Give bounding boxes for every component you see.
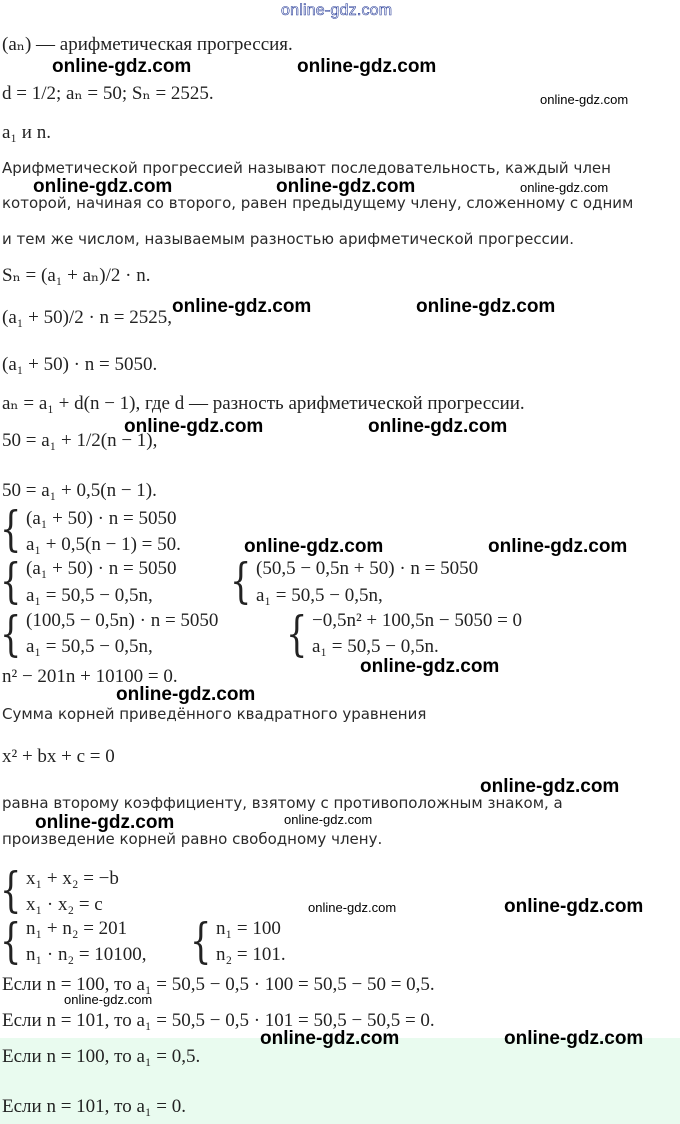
system-brace: { xyxy=(0,553,22,609)
watermark: online-gdz.com xyxy=(52,56,192,77)
watermark: online-gdz.com xyxy=(297,56,437,77)
system-5-eq-2: a₁ = 50,5 − 0,5n. xyxy=(312,636,439,657)
watermark: online-gdz.com xyxy=(64,992,153,1007)
watermark: online-gdz.com xyxy=(172,296,312,317)
system-5-eq-1: −0,5n² + 100,5n − 5050 = 0 xyxy=(312,610,523,631)
system-3-eq-2: a₁ = 50,5 − 0,5n, xyxy=(256,585,383,606)
watermark: online-gdz.com xyxy=(540,92,629,107)
case-n-100: Если n = 100, то a₁ = 50,5 − 0,5 · 100 = 50,5 − 50 = 0,5. xyxy=(2,974,435,995)
formula-sum: Sₙ = (a₁ + aₙ)/2 · n. xyxy=(2,265,151,286)
roots-sum: n₁ + n₂ = 201 xyxy=(26,918,128,939)
vieta-line-1: Сумма корней приведённого квадратного уравнения xyxy=(2,705,427,723)
system-brace: { xyxy=(190,913,212,969)
watermark-top: online-gdz.com xyxy=(281,2,393,19)
system-1-eq-2: a₁ + 0,5(n − 1) = 50. xyxy=(26,534,181,555)
watermark: online-gdz.com xyxy=(244,536,384,557)
formula-sum-substituted: (a₁ + 50)/2 · n = 2525, xyxy=(2,307,172,328)
watermark: online-gdz.com xyxy=(504,1028,644,1049)
watermark: online-gdz.com xyxy=(504,896,644,917)
watermark: online-gdz.com xyxy=(520,180,609,195)
case-n-101: Если n = 101, то a₁ = 50,5 − 0,5 · 101 = 50,5 − 50,5 = 0. xyxy=(2,1010,435,1031)
general-quadratic: x² + bx + c = 0 xyxy=(2,746,115,767)
watermark: online-gdz.com xyxy=(480,776,620,797)
roots-product: n₁ · n₂ = 10100, xyxy=(26,944,147,965)
given-sequence: (aₙ) — арифметическая прогрессия. xyxy=(2,34,293,55)
watermark: online-gdz.com xyxy=(260,1028,400,1049)
watermark: online-gdz.com xyxy=(124,416,264,437)
formula-nth-decimal: 50 = a₁ + 0,5(n − 1). xyxy=(2,480,157,501)
watermark: online-gdz.com xyxy=(488,536,628,557)
answer-1: Если n = 100, то a₁ = 0,5. xyxy=(2,1046,201,1067)
system-4-eq-1: (100,5 − 0,5n) · n = 5050 xyxy=(26,610,219,631)
formula-sum-simplified: (a₁ + 50) · n = 5050. xyxy=(2,354,158,375)
definition-line-1: Арифметической прогрессией называют последовательность, каждый член xyxy=(2,159,611,177)
watermark: online-gdz.com xyxy=(368,416,508,437)
system-brace: { xyxy=(0,501,22,557)
vieta-product: x₁ · x₂ = c xyxy=(26,894,103,915)
system-brace: { xyxy=(0,862,22,918)
watermark: online-gdz.com xyxy=(416,296,556,317)
definition-line-2: которой, начиная со второго, равен предыдущему члену, сложенному с одним xyxy=(2,194,634,212)
answer-2: Если n = 101, то a₁ = 0. xyxy=(2,1096,186,1117)
system-brace: { xyxy=(0,606,22,662)
find-values: a₁ и n. xyxy=(2,122,51,143)
system-brace: { xyxy=(230,553,252,609)
system-3-eq-1: (50,5 − 0,5n + 50) · n = 5050 xyxy=(256,558,479,579)
system-brace: { xyxy=(286,606,308,662)
system-2-eq-1: (a₁ + 50) · n = 5050 xyxy=(26,558,177,579)
watermark: online-gdz.com xyxy=(276,176,416,197)
vieta-line-3: произведение корней равно свободному члену. xyxy=(2,830,383,848)
watermark: online-gdz.com xyxy=(33,176,173,197)
root-1: n₁ = 100 xyxy=(216,918,281,939)
formula-nth-substituted: 50 = a₁ + 1/2(n − 1), xyxy=(2,430,158,451)
vieta-sum: x₁ + x₂ = −b xyxy=(26,868,119,889)
system-4-eq-2: a₁ = 50,5 − 0,5n, xyxy=(26,636,153,657)
watermark: online-gdz.com xyxy=(360,656,500,677)
watermark: online-gdz.com xyxy=(284,812,373,827)
watermark: online-gdz.com xyxy=(308,900,397,915)
vieta-line-2: равна второму коэффициенту, взятому с противоположным знаком, а xyxy=(2,794,563,812)
watermark: online-gdz.com xyxy=(35,812,175,833)
watermark: online-gdz.com xyxy=(116,684,256,705)
quadratic-equation: n² − 201n + 10100 = 0. xyxy=(2,666,178,687)
system-1-eq-1: (a₁ + 50) · n = 5050 xyxy=(26,508,177,529)
system-2-eq-2: a₁ = 50,5 − 0,5n, xyxy=(26,585,153,606)
system-brace: { xyxy=(0,913,22,969)
root-2: n₂ = 101. xyxy=(216,944,286,965)
given-values: d = 1/2; aₙ = 50; Sₙ = 2525. xyxy=(2,83,214,104)
formula-nth-term: aₙ = a₁ + d(n − 1), где d — разность арифметической прогрессии. xyxy=(2,393,525,414)
definition-line-3: и тем же числом, называемым разностью арифметической прогрессии. xyxy=(2,230,575,248)
